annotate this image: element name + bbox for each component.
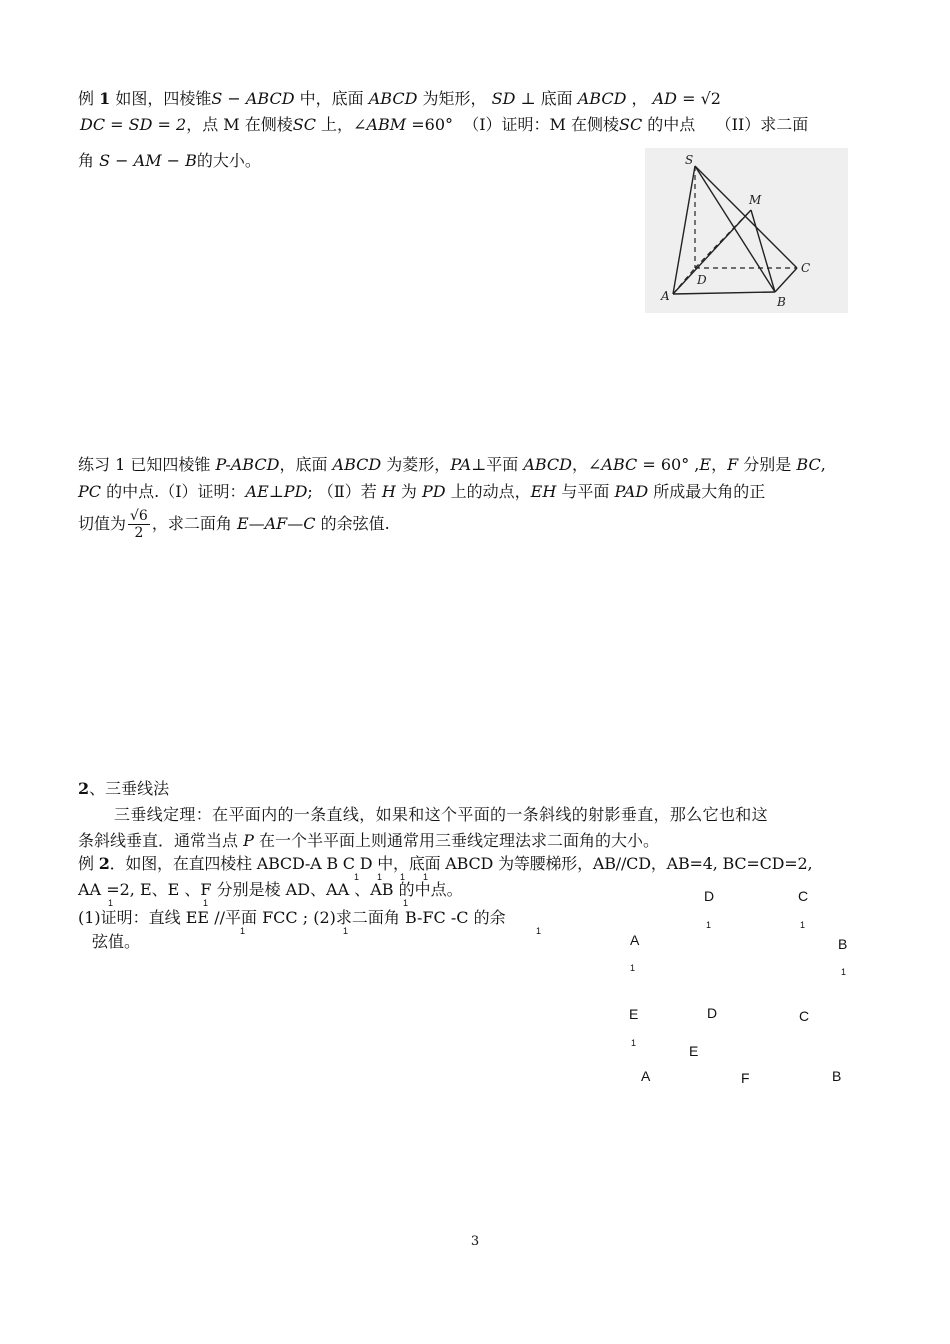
text: ,	[689, 455, 700, 474]
text: 上，	[315, 115, 354, 134]
label-d: D	[707, 1005, 718, 1021]
text: ．如图，在直四棱柱 ABCD-A B C D 中，底面 ABCD 为等腰梯形，AB//CD，AB=4, BC=CD=2,	[109, 854, 813, 873]
math-pad: PAD	[614, 482, 649, 501]
text: 的中点.（Ⅰ）证明：	[101, 482, 246, 501]
label-a1-sub: 1	[630, 963, 636, 973]
text: ，	[711, 455, 728, 474]
math-abcd: ABCD	[577, 89, 627, 108]
subscript: 1	[240, 926, 246, 936]
label-b: B	[777, 295, 786, 309]
math-sc: SC	[619, 115, 643, 134]
text: （I）证明：M 在侧棱	[463, 115, 619, 134]
label-b: B	[832, 1068, 842, 1084]
ex2-line3	[78, 907, 506, 929]
theorem-line1	[114, 804, 768, 826]
text: =60°	[406, 115, 454, 134]
text: (1)证明：直线 EE //平面 FCC ; (2)求二面角 B-FC -C 的余	[78, 908, 506, 927]
text: 练习 1 已知四棱锥	[78, 455, 216, 474]
text: 例	[78, 854, 99, 873]
math-angle: ∠ABC	[588, 455, 638, 474]
text: 例	[78, 89, 100, 108]
label-e1: E	[629, 1006, 639, 1022]
math-f: F	[727, 455, 739, 474]
text: 条斜线垂直．通常当点	[78, 831, 244, 850]
math-sqrt2: = √2	[676, 89, 721, 108]
math-bc: BC	[796, 455, 821, 474]
subscript: 1	[354, 872, 360, 882]
fraction-numerator: √6	[130, 508, 148, 524]
text: 三垂线定理：在平面内的一条直线，如果和这个平面的一条斜线的射影垂直，那么它也和这	[114, 805, 769, 824]
example-number: 2	[98, 854, 110, 873]
math-abcd: ABCD	[368, 89, 418, 108]
text: ⊥平面	[471, 455, 524, 474]
text: 的大小。	[196, 151, 261, 170]
subscript: 1	[400, 872, 406, 882]
label-m: M	[749, 193, 762, 207]
text: AA =2, E、E 、F 分别是棱 AD、AA 、AB 的中点。	[78, 880, 463, 899]
text: ，点 M 在侧棱	[186, 115, 293, 134]
edge-bm	[751, 210, 775, 292]
section-number: 2	[78, 779, 90, 798]
label-d1: D	[704, 888, 715, 904]
label-b1: B	[838, 936, 848, 952]
math-sd: SD	[491, 89, 516, 108]
subscript: 1	[108, 898, 114, 908]
subscript: 1	[403, 898, 409, 908]
math-ad: AD	[652, 89, 677, 108]
subscript: 1	[536, 926, 542, 936]
math-eh: EH	[530, 482, 557, 501]
text: 中，底面	[294, 89, 369, 108]
ex2-line4	[92, 931, 140, 953]
section2-heading	[78, 778, 169, 800]
text: ⊥	[268, 482, 284, 501]
fraction-denominator: 2	[134, 525, 144, 541]
text: 为	[395, 482, 422, 501]
label-a: A	[661, 289, 670, 303]
text: 弦值。	[92, 932, 141, 951]
example-number: 1	[99, 89, 111, 108]
edge-sb	[695, 166, 775, 292]
subscript: 1	[377, 872, 383, 882]
text: ，底面	[279, 455, 333, 474]
label-c: C	[799, 1008, 810, 1024]
pyramid-figure	[645, 148, 848, 313]
math-pd: PD	[421, 482, 446, 501]
text: 的余弦值.	[315, 514, 390, 533]
label-e: E	[689, 1043, 699, 1059]
text: 的中点	[642, 115, 696, 134]
label-a: A	[641, 1068, 651, 1084]
label-e1-sub: 1	[631, 1038, 637, 1048]
text: 切值为	[78, 514, 127, 533]
math-sc: SC	[292, 115, 316, 134]
text: 在一个半平面上则通常用三垂线定理法求二面角的大小。	[253, 831, 659, 850]
label-c1-sub: 1	[800, 920, 806, 930]
math-pc: PC	[78, 482, 102, 501]
theorem-line2	[78, 830, 659, 852]
text: 如图，四棱锥	[110, 89, 212, 108]
label-c: C	[801, 261, 811, 275]
pyramid-diagram	[645, 148, 848, 313]
ex1-line1	[78, 88, 721, 110]
text: 为矩形，	[417, 89, 487, 108]
math-e: E	[699, 455, 712, 474]
text: ,	[820, 455, 826, 474]
math-pabcd: P-ABCD	[215, 455, 280, 474]
text: 为菱形，	[381, 455, 451, 474]
text: 角	[78, 151, 100, 170]
math-pa: PA	[450, 455, 472, 474]
label-c1: C	[798, 888, 809, 904]
text: ，求二面角	[151, 514, 237, 533]
ex1-line2	[80, 114, 808, 136]
subscript: 1	[423, 872, 429, 882]
math-angle: ∠ABM	[353, 115, 407, 134]
label-d: D	[697, 273, 707, 287]
math-eafc: E—AF—C	[236, 514, 316, 533]
text: ⊥ 底面	[515, 89, 578, 108]
math-p: P	[243, 831, 254, 850]
text: 所成最大角的正	[648, 482, 766, 501]
prac1-line2	[78, 481, 765, 503]
page-number: 3	[470, 1234, 480, 1249]
edge-ab	[673, 292, 775, 294]
ex2-line1	[78, 853, 812, 875]
text: ，	[572, 455, 589, 474]
label-f: F	[741, 1070, 750, 1086]
section-title: 、三垂线法	[89, 779, 170, 798]
label-d1-sub: 1	[706, 920, 712, 930]
math-abcd: ABCD	[332, 455, 382, 474]
fraction	[128, 508, 150, 541]
math-ae: AE	[245, 482, 269, 501]
text: 上的动点，	[445, 482, 531, 501]
text: ; （Ⅱ）若	[307, 482, 382, 501]
subscript: 1	[343, 926, 349, 936]
text: = 60°	[637, 455, 690, 474]
math-abcd: ABCD	[523, 455, 572, 474]
text: 分别是	[738, 455, 797, 474]
ex1-line3	[78, 150, 261, 172]
math-pd: PD	[283, 482, 308, 501]
subscript: 1	[203, 898, 209, 908]
math-dc-sd: DC = SD = 2	[80, 115, 187, 134]
label-b1-sub: 1	[841, 967, 847, 977]
prac1-line1	[78, 454, 826, 476]
math-dihedral: S − AM − B	[99, 151, 197, 170]
label-a1: A	[630, 932, 640, 948]
text: （II）求二面	[715, 115, 809, 134]
text: ，	[626, 89, 648, 108]
prac1-line3	[78, 506, 390, 542]
edge-bc	[775, 268, 797, 292]
label-s: S	[685, 153, 694, 167]
math-pyramid: S − ABCD	[211, 89, 295, 108]
math-h: H	[381, 482, 396, 501]
text: 与平面	[556, 482, 615, 501]
